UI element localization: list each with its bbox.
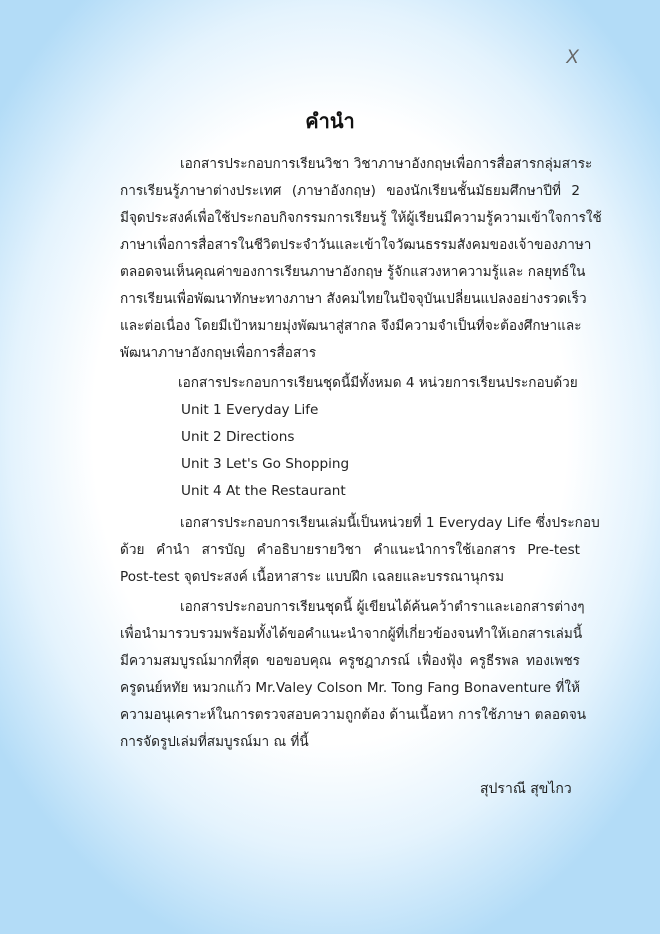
paragraph-line: มีจุดประสงค์เพื่อใช้ประกอบกิจกรรมการเรียนรู้ ให้ผู้เรียนมีความรู้ความเข้าใจการใช้	[120, 210, 602, 226]
paragraph-line: เอกสารประกอบการเรียนเล่มนี้เป็นหน่วยที่ 1 Everyday Life ซึ่งประกอบ	[180, 515, 600, 531]
author-signature: สุปราณี สุขไกว	[480, 781, 572, 797]
paragraph-line: การจัดรูปเล่มที่สมบูรณ์มา ณ ที่นี้	[120, 734, 309, 750]
paragraph-line: และต่อเนื่อง โดยมีเป้าหมายมุ่งพัฒนาสู่สากล จึงมีความจำเป็นที่จะต้องศึกษาและ	[120, 318, 582, 334]
unit-item: Unit 1 Everyday Life	[181, 402, 319, 418]
page-number-mark: X	[566, 47, 579, 68]
unit-item: Unit 3 Let's Go Shopping	[181, 456, 350, 472]
paragraph-line: การเรียนรู้ภาษาต่างประเทศ (ภาษาอังกฤษ) ของนักเรียนชั้นมัธยมศึกษาปีที่ 2	[120, 183, 580, 199]
paragraph-line: ด้วย คำนำ สารบัญ คำอธิบายรายวิชา คำแนะนำการใช้เอกสาร Pre-test	[120, 542, 580, 558]
paragraph-line: เอกสารประกอบการเรียนวิชา วิชาภาษาอังกฤษเพื่อการสื่อสารกลุ่มสาระ	[180, 156, 593, 172]
page-title: คำนำ	[305, 109, 355, 133]
paragraph-line: มีความสมบูรณ์มากที่สุด ขอขอบคุณ ครูชฎาภรณ์ เฟื่องฟุ้ง ครูธีรพล ทองเพชร	[120, 653, 580, 669]
paragraph-line: เอกสารประกอบการเรียนชุดนี้ ผู้เขียนได้ค้นคว้าตำราและเอกสารต่างๆ	[180, 599, 585, 615]
paragraph-line: Post-test จุดประสงค์ เนื้อหาสาระ แบบฝึก เฉลยและบรรณานุกรม	[120, 569, 505, 585]
paragraph-line: ครูดนย์หทัย หมวกแก้ว Mr.Valey Colson Mr. Tong Fang Bonaventure ที่ให้	[120, 680, 580, 696]
paragraph-line: ตลอดจนเห็นคุณค่าของการเรียนภาษาอังกฤษ รู้จักแสวงหาความรู้และ กลยุทธ์ใน	[120, 264, 586, 280]
unit-item: Unit 2 Directions	[181, 429, 295, 445]
paragraph-line: การเรียนเพื่อพัฒนาทักษะทางภาษา สังคมไทยในปัจจุบันเปลี่ยนแปลงอย่างรวดเร็ว	[120, 291, 587, 307]
paragraph-line: ภาษาเพื่อการสื่อสารในชีวิตประจำวันและเข้าใจวัฒนธรรมสังคมของเจ้าของภาษา	[120, 237, 592, 253]
paragraph-line: ความอนุเคราะห์ในการตรวจสอบความถูกต้อง ด้านเนื้อหา การใช้ภาษา ตลอดจน	[120, 707, 587, 723]
units-intro: เอกสารประกอบการเรียนชุดนี้มีทั้งหมด 4 หน่วยการเรียนประกอบด้วย	[178, 375, 578, 391]
unit-item: Unit 4 At the Restaurant	[181, 483, 346, 499]
paragraph-line: พัฒนาภาษาอังกฤษเพื่อการสื่อสาร	[120, 345, 317, 361]
paragraph-line: เพื่อนำมารวบรวมพร้อมทั้งได้ขอคำแนะนำจากผู้ที่เกี่ยวข้องจนทำให้เอกสารเล่มนี้	[120, 626, 583, 642]
